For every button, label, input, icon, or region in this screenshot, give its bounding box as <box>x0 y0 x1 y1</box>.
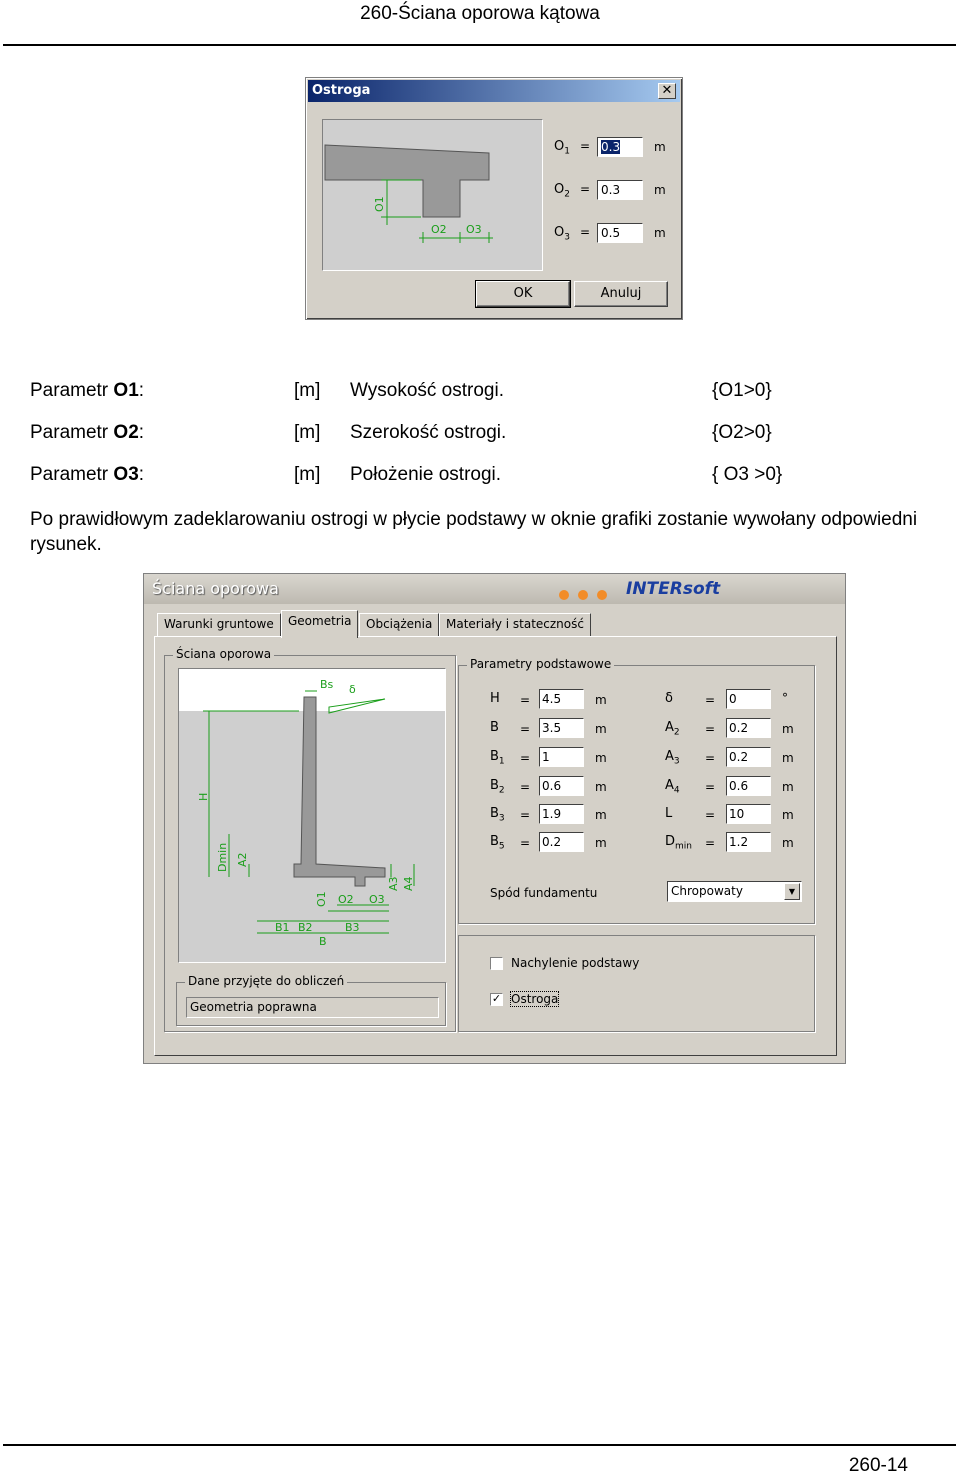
param-name: Parametr O1: <box>30 380 145 401</box>
b-label: B <box>319 935 327 948</box>
a4-input[interactable]: 0.6 <box>726 776 771 796</box>
decorative-dots <box>559 585 616 604</box>
param-row-o1 <box>30 380 930 404</box>
chevron-down-icon[interactable]: ▼ <box>784 883 800 900</box>
o2-label: $O_2$ <box>554 182 570 200</box>
o2-dimension-label: O2 <box>431 223 447 236</box>
o2-unit: m <box>654 183 666 197</box>
param-description: Położenie ostrogi. <box>350 464 502 485</box>
retaining-wall-dialog <box>143 573 846 1064</box>
b1-param-label: $B_1$ <box>490 749 505 767</box>
a4-param-label: $A_4$ <box>665 778 680 796</box>
equals-sign: = <box>520 693 531 707</box>
b-param-label: B <box>490 720 499 735</box>
o3-input[interactable]: 0.5 <box>597 223 643 243</box>
spur-checkbox[interactable]: ✓ <box>491 992 502 1005</box>
b1-unit: m <box>595 751 607 765</box>
a3-input[interactable]: 0.2 <box>726 747 771 767</box>
o3-field-row <box>554 223 678 245</box>
calc-data-group-label: Dane przyjęte do obliczeń <box>185 974 347 988</box>
retaining-wall-title: Ściana oporowa <box>152 579 279 598</box>
param-unit: [m] <box>294 380 321 401</box>
delta-label: δ <box>349 683 356 696</box>
o1-input[interactable]: 0.3 <box>597 137 643 157</box>
o1-label: $O_1$ <box>554 139 570 157</box>
slope-checkbox-label[interactable]: Nachylenie podstawy <box>511 956 640 970</box>
b5-input[interactable]: 0.2 <box>539 832 584 852</box>
o1-unit: m <box>654 140 666 154</box>
tab-geometria[interactable]: Geometria <box>281 610 358 638</box>
ostroga-dialog <box>305 77 683 320</box>
body-paragraph: Po prawidłowym zadeklarowaniu ostrogi w płycie podstawy w oknie grafiki zostanie wywołany odpowiedni rysunek. <box>30 509 918 555</box>
a4-unit: m <box>782 780 794 794</box>
o3-unit: m <box>654 226 666 240</box>
tab-obciazenia[interactable]: Obciążenia <box>359 613 439 637</box>
param-row-o3 <box>30 464 930 488</box>
bs-label: Bs <box>320 678 334 691</box>
b3-label: B3 <box>345 921 360 934</box>
equals-sign: = <box>705 780 716 794</box>
page-number: 260-14 <box>848 1455 908 1476</box>
delta-input[interactable]: 0 <box>726 689 771 709</box>
h-unit: m <box>595 693 607 707</box>
param-row-o2 <box>30 422 930 446</box>
o1-field-row <box>554 137 678 159</box>
a2-param-label: $A_2$ <box>665 720 680 738</box>
delta-unit: ° <box>782 691 788 705</box>
base-params-group-label: Parametry podstawowe <box>467 657 614 671</box>
b-unit: m <box>595 722 607 736</box>
equals-sign: = <box>580 182 591 196</box>
wall-drawing <box>178 668 446 963</box>
intersoft-logo: INTERsoft <box>626 579 721 599</box>
equals-sign: = <box>520 780 531 794</box>
geometry-status: Geometria poprawna <box>186 997 439 1018</box>
equals-sign: = <box>520 751 531 765</box>
a3-label: A3 <box>387 876 400 891</box>
a3-param-label: $A_3$ <box>665 749 680 767</box>
b3-unit: m <box>595 808 607 822</box>
l-unit: m <box>782 808 794 822</box>
b1-input[interactable]: 1 <box>539 747 584 767</box>
footer-rule <box>3 1444 956 1446</box>
b2-input[interactable]: 0.6 <box>539 776 584 796</box>
close-icon[interactable]: ✕ <box>658 83 676 99</box>
param-unit: [m] <box>294 464 321 485</box>
equals-sign: = <box>705 808 716 822</box>
b2-param-label: $B_2$ <box>490 778 505 796</box>
foundation-select[interactable] <box>667 881 802 902</box>
equals-sign: = <box>520 808 531 822</box>
o1-dimension-label: O1 <box>373 196 386 212</box>
b3-input[interactable]: 1.9 <box>539 804 584 824</box>
retaining-wall-titlebar <box>144 574 845 604</box>
b3-param-label: $B_3$ <box>490 806 505 824</box>
b1-label: B1 <box>275 921 290 934</box>
a3-unit: m <box>782 751 794 765</box>
param-constraint: { O3 >0} <box>712 464 783 485</box>
param-constraint: {O1>0} <box>712 380 772 401</box>
options-group <box>458 935 815 1032</box>
dmin-unit: m <box>782 836 794 850</box>
equals-sign: = <box>705 693 716 707</box>
a2-input[interactable]: 0.2 <box>726 718 771 738</box>
o3-label: O3 <box>369 893 385 906</box>
cancel-button[interactable]: Anuluj <box>574 281 668 307</box>
h-input[interactable]: 4.5 <box>539 689 584 709</box>
b-input[interactable]: 3.5 <box>539 718 584 738</box>
ostroga-dialog-title: Ostroga <box>312 83 371 98</box>
param-description: Szerokość ostrogi. <box>350 422 507 443</box>
b5-unit: m <box>595 836 607 850</box>
equals-sign: = <box>520 722 531 736</box>
o1-label: O1 <box>315 891 328 907</box>
b5-param-label: $B_5$ <box>490 834 505 852</box>
o3-dimension-label: O3 <box>466 223 482 236</box>
a2-unit: m <box>782 722 794 736</box>
o3-label: $O_3$ <box>554 225 570 243</box>
a2-label: A2 <box>236 852 249 867</box>
o2-label: O2 <box>338 893 354 906</box>
param-name: Parametr O3: <box>30 464 145 485</box>
param-name: Parametr O2: <box>30 422 145 443</box>
param-description: Wysokość ostrogi. <box>350 380 504 401</box>
tab-materialy[interactable]: Materiały i stateczność <box>439 613 591 637</box>
ostroga-drawing <box>322 119 543 271</box>
equals-sign: = <box>520 836 531 850</box>
equals-sign: = <box>705 751 716 765</box>
equals-sign: = <box>580 139 591 153</box>
ok-button[interactable]: OK <box>476 281 570 307</box>
equals-sign: = <box>705 836 716 850</box>
dmin-param-label: $D_{min}$ <box>665 834 692 852</box>
wall-group-label: Ściana oporowa <box>173 647 274 661</box>
foundation-select-value: Chropowaty <box>671 884 743 898</box>
equals-sign: = <box>580 225 591 239</box>
delta-param-label: δ <box>665 691 673 706</box>
header-rule <box>3 44 956 46</box>
b2-label: B2 <box>298 921 313 934</box>
o2-field-row <box>554 180 678 202</box>
b2-unit: m <box>595 780 607 794</box>
tab-warunki-gruntowe[interactable]: Warunki gruntowe <box>157 613 281 637</box>
base-slab-shape <box>325 145 489 217</box>
h-label: H <box>197 792 210 801</box>
dmin-input[interactable]: 1.2 <box>726 832 771 852</box>
a4-label: A4 <box>402 876 415 891</box>
dmin-label: Dmin <box>216 842 229 872</box>
slope-checkbox[interactable] <box>490 957 503 970</box>
param-constraint: {O2>0} <box>712 422 772 443</box>
ostroga-dialog-titlebar <box>308 80 680 102</box>
l-input[interactable]: 10 <box>726 804 771 824</box>
equals-sign: = <box>705 722 716 736</box>
h-param-label: H <box>490 691 500 706</box>
foundation-label: Spód fundamentu <box>490 886 598 900</box>
param-unit: [m] <box>294 422 321 443</box>
page-header-title: 260-Ściana oporowa kątowa <box>360 3 600 24</box>
spur-checkbox-label[interactable]: Ostroga <box>511 992 559 1006</box>
l-param-label: L <box>665 806 673 821</box>
o2-input[interactable]: 0.3 <box>597 180 643 200</box>
